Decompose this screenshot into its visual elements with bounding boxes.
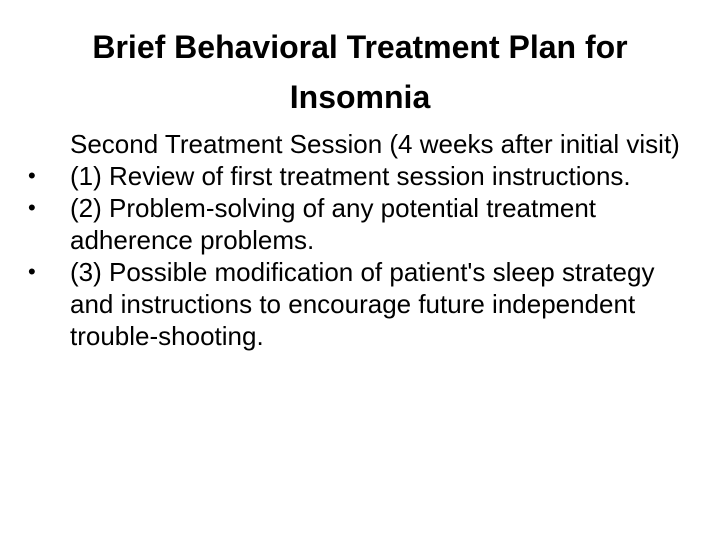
bullet-marker: •: [28, 163, 36, 188]
bullet-marker: •: [28, 259, 36, 284]
list-item-text: (3) Possible modification of patient's sleep strategy and instructions to encourage future independent trouble-shooting.: [70, 257, 655, 351]
list-item: [26, 192, 696, 256]
bullet-list: [26, 128, 696, 352]
list-item-text: Second Treatment Session (4 weeks after initial visit): [70, 129, 680, 159]
bullet-marker: •: [28, 195, 36, 220]
list-item-text: (1) Review of first treatment session instructions.: [70, 161, 631, 191]
list-item-text: (2) Problem-solving of any potential treatment adherence problems.: [70, 193, 597, 255]
slide-title: Brief Behavioral Treatment Plan for Insomnia: [92, 29, 628, 115]
list-item: [26, 160, 696, 192]
list-item: [26, 256, 696, 352]
list-item: [26, 128, 696, 160]
